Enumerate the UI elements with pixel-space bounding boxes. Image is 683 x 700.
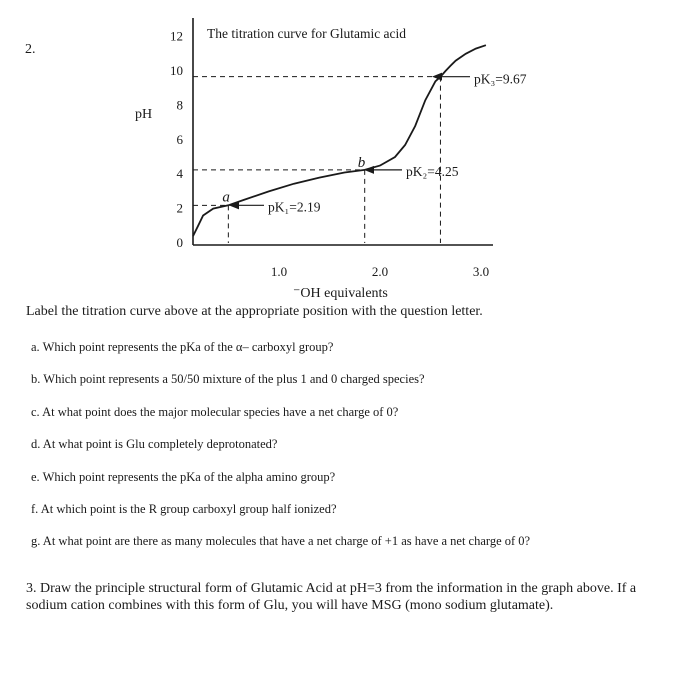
y-axis-label: pH xyxy=(135,107,153,122)
chart-title: The titration curve for Glutamic acid xyxy=(207,26,407,41)
question-f: f. At which point is the R group carboxyl group half ionized? xyxy=(31,502,337,516)
handwritten-mark-b: b xyxy=(357,154,366,171)
question-a: a. Which point represents the pKa of the α– carboxyl group? xyxy=(31,340,334,354)
question-b: b. Which point represents a 50/50 mixture of the plus 1 and 0 charged species? xyxy=(31,372,425,387)
question-g: g. At what point are there as many molecules that have a net charge of +1 as have a net charge of 0? xyxy=(31,534,531,549)
y-tick-label: 8 xyxy=(176,97,183,113)
instruction-text: Label the titration curve above at the appropriate position with the question letter. xyxy=(26,304,483,319)
pk-label: pK₃=9.67 xyxy=(474,71,527,87)
chart-axes xyxy=(193,18,493,245)
y-tick-label: 0 xyxy=(176,235,183,250)
y-tick-label: 4 xyxy=(176,166,183,182)
handwritten-marks xyxy=(222,155,365,205)
pk-arrow-head xyxy=(364,166,374,174)
titration-chart xyxy=(0,0,683,310)
problem-3-text: 3. Draw the principle structural form of Glutamic Acid at pH=3 from the information in the graph above. If a sodium cation combines with this form of Glu, you will have MSG (mono sodium glutamate). xyxy=(26,581,637,613)
y-tick-label: 2 xyxy=(176,200,183,216)
problem-number: 2. xyxy=(25,42,36,57)
question-d: d. At what point is Glu completely deprotonated? xyxy=(31,437,278,452)
question-e: e. Which point represents the pKa of the alpha amino group? xyxy=(31,469,336,484)
x-axis-label: ⁻OH equivalents xyxy=(293,286,388,301)
handwritten-mark-a: a xyxy=(222,189,230,206)
x-tick-label: 2.0 xyxy=(371,264,389,279)
x-tick-label: 1.0 xyxy=(270,264,288,279)
x-tick-label: 3.0 xyxy=(472,264,490,279)
y-tick-label: 10 xyxy=(170,63,183,78)
x-tick-labels xyxy=(271,264,489,279)
y-tick-labels xyxy=(170,29,184,250)
question-c: c. At what point does the major molecular species have a net charge of 0? xyxy=(31,404,399,419)
y-tick-label: 6 xyxy=(176,131,183,147)
pk-label: pK₁=2.19 xyxy=(268,199,321,215)
pk-label: pK₂=4.25 xyxy=(406,163,459,179)
pk-annotations xyxy=(229,72,527,215)
pk-guide-lines xyxy=(193,77,440,243)
y-tick-label: 12 xyxy=(170,28,183,44)
